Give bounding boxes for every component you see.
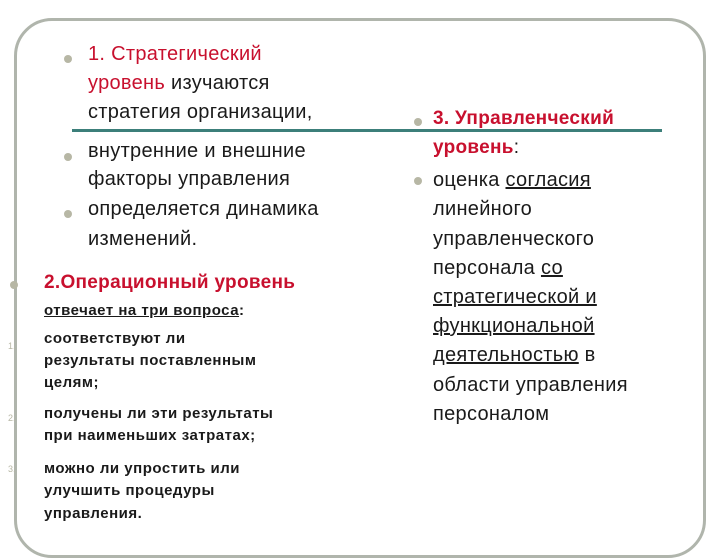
factors-line2: факторы управления xyxy=(88,168,291,190)
question-1-line1: соответствуют ли xyxy=(44,330,186,347)
question-number: 3. xyxy=(8,464,16,474)
operational-intro-underlined: отвечает на три вопроса xyxy=(44,302,240,319)
bullet-dot xyxy=(64,153,72,161)
managerial-body-line5: стратегической и xyxy=(433,286,597,308)
question-2-line2: при наименьших затратах; xyxy=(44,427,256,444)
managerial-heading-word: уровень xyxy=(433,137,514,158)
question-number: 2. xyxy=(8,413,16,423)
managerial-body-line1 xyxy=(433,166,591,195)
agreement-word: согласия xyxy=(505,169,591,191)
managerial-body-line8: области управления xyxy=(433,374,628,396)
question-3-line1: можно ли упростить или xyxy=(44,460,240,477)
bullet-dot xyxy=(64,210,72,218)
operational-intro-colon: : xyxy=(239,302,245,319)
dynamics-line1: определяется динамика xyxy=(88,198,319,220)
dynamics-line2: изменений. xyxy=(88,228,198,250)
with-word: со xyxy=(540,257,563,279)
managerial-body-line2: линейного xyxy=(433,198,533,220)
strategic-line3: стратегия организации, xyxy=(88,101,313,123)
managerial-body-line4 xyxy=(433,254,563,283)
in-word: в xyxy=(578,344,596,366)
bullet-dot xyxy=(414,177,422,185)
bullet-dot xyxy=(64,55,72,63)
managerial-body-line3: управленческого xyxy=(433,228,595,250)
operational-heading: 2.Операционный уровень xyxy=(44,272,296,293)
assessment-word: оценка xyxy=(433,169,506,191)
managerial-body-line6: функциональной xyxy=(433,315,595,337)
managerial-heading-line1: 3. Управленческий xyxy=(433,108,615,129)
strategic-line1: 1. Стратегический xyxy=(88,43,262,65)
strategic-level-word: уровень xyxy=(88,72,166,94)
personnel-word: персонала xyxy=(433,257,541,279)
managerial-heading-colon: : xyxy=(513,137,520,158)
managerial-body-line9: персоналом xyxy=(433,403,550,425)
question-3-line2: улучшить процедуры xyxy=(44,482,215,499)
strategic-studies-text: изучаются xyxy=(165,72,270,94)
bullet-dot xyxy=(414,118,422,126)
question-3-line3: управления. xyxy=(44,505,143,522)
operational-intro xyxy=(44,300,245,322)
strategic-line2 xyxy=(88,69,270,98)
managerial-body-line7 xyxy=(433,341,596,370)
activity-word: деятельностью xyxy=(433,344,579,366)
factors-line1: внутренние и внешние xyxy=(88,140,306,162)
question-number: 1. xyxy=(8,341,16,351)
managerial-heading-line2 xyxy=(433,133,519,162)
bullet-dot xyxy=(10,281,18,289)
question-1-line2: результаты поставленным xyxy=(44,352,257,369)
question-1-line3: целям; xyxy=(44,374,99,391)
question-2-line1: получены ли эти результаты xyxy=(44,405,274,422)
